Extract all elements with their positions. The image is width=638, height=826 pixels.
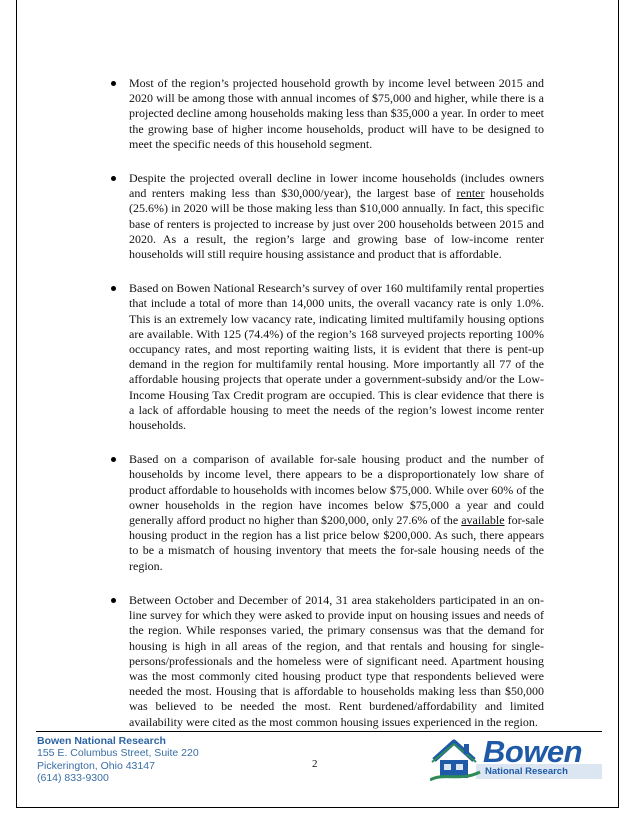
bowen-logo	[430, 736, 602, 782]
house-icon	[430, 736, 488, 782]
document-body	[103, 76, 544, 749]
paragraph-text: Based on a comparison of available for-sale housing product and the number of households by income level, there appears to be a disproportionately low share of product affordable to households with incomes below $75,000. While over 60% of the owner households in the region have incomes below $75,000 a year and could generally afford product no higher than $200,000, only 27.6% of the	[129, 452, 544, 528]
bullet-icon	[111, 286, 116, 291]
bullet-paragraph	[103, 281, 544, 433]
footer-org-name: Bowen National Research	[37, 735, 166, 747]
footer-phone: (614) 833-9300	[37, 772, 109, 785]
bullet-icon	[111, 176, 116, 181]
footer-city: Pickerington, Ohio 43147	[37, 759, 155, 772]
underlined-text: renter	[456, 186, 485, 201]
paragraph-text: for-sale housing product in the region has a list price below $200,000. As such, there appears to be a mismatch of housing inventory that meets the for-sale housing needs of the region.	[129, 513, 544, 573]
logo-wordmark: Bowen	[483, 734, 583, 769]
footer-street: 155 E. Columbus Street, Suite 220	[37, 747, 199, 760]
page-number: 2	[312, 758, 318, 770]
paragraph-text: Most of the region’s projected household growth by income level between 2015 and 2020 will be among those with annual incomes of $75,000 and higher, while there is a projected decline among households making less than $35,000 a year. In order to meet the growing base of higher income households, product will have to be designed to meet the specific needs of this household segment.	[129, 76, 544, 151]
footer-address	[37, 735, 199, 785]
bullet-paragraph	[103, 593, 544, 730]
bullet-icon	[111, 457, 116, 462]
paragraph-text: households (25.6%) in 2020 will be those making less than $10,000 annually. In fact, this specific base of renters is projected to increase by just over 200 households between 2015 and 2020. As a result, the region’s large and growing base of low-income renter households will still require housing assistance and product that is affordable.	[129, 186, 544, 262]
paragraph-text: Despite the projected overall decline in lower income households (includes owners and renters making less than $30,000/year), the largest base of	[129, 171, 544, 201]
bullet-icon	[111, 598, 116, 603]
paragraph-text: Based on Bowen National Research’s survey of over 160 multifamily rental properties that include a total of more than 14,000 units, the overall vacancy rate is only 1.0%. This is an extremely low vacancy rate, indicating limited multifamily housing options are available. With 125 (74.4%) of the region’s 168 surveyed projects reporting 100% occupancy rates, and most reporting waiting lists, it is evident that there is pent-up demand in the region for multifamily rental housing. More importantly all 77 of the affordable housing projects that operate under a government-subsidy and/or the Low-Income Housing Tax Credit program are occupied. This is clear evidence that there is a lack of affordable housing to meet the needs of the region’s lowest income renter households.	[129, 281, 544, 433]
footer-divider	[36, 731, 602, 732]
bullet-icon	[111, 81, 116, 86]
bullet-paragraph	[103, 171, 544, 262]
bullet-paragraph	[103, 452, 544, 574]
paragraph-text: Between October and December of 2014, 31 area stakeholders participated in an on-line survey for which they were asked to provide input on housing issues and needs of the region. While responses varied, the primary consensus was that the demand for housing is high in all areas of the region, and that rentals and housing for single-persons/professionals and the homeless were of significant need. Apartment housing was the most commonly cited housing product type that respondents believed were needed the most. Housing that is affordable to households making less than $50,000 was believed to be needed the most. Rent burdened/affordability and limited availability were cited as the most common housing issues experienced in the region.	[129, 592, 544, 729]
underlined-text: available	[461, 513, 505, 528]
logo-subtitle: National Research	[485, 766, 568, 777]
bullet-paragraph	[103, 76, 544, 152]
